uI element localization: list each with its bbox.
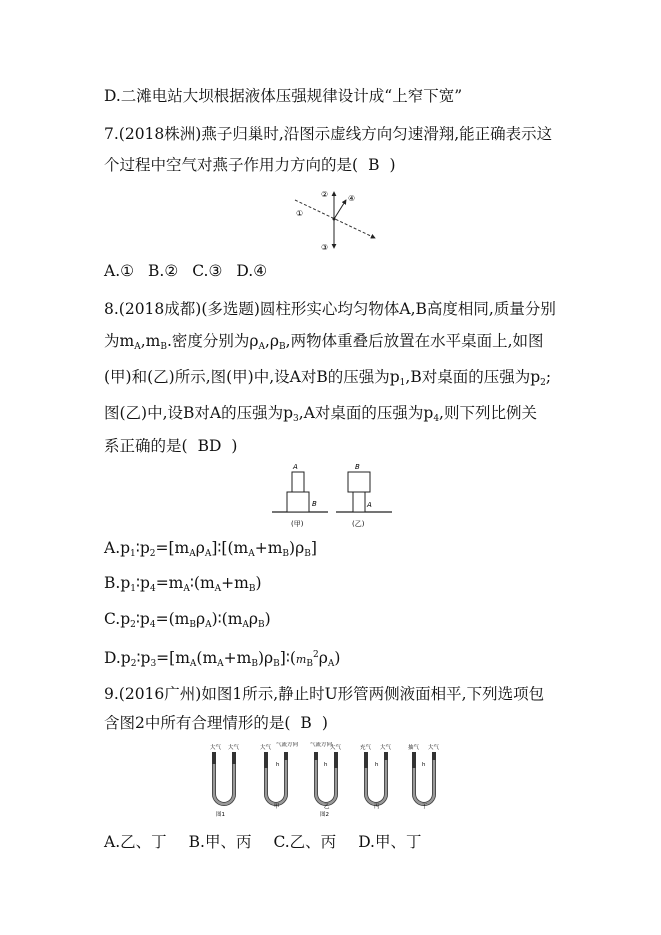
q9-ding-evacuate: 抽气 bbox=[408, 745, 420, 751]
q9-line2-prefix: 含图2中所有合理情形的是( bbox=[104, 714, 291, 732]
q9-u-tube-ding bbox=[408, 743, 440, 810]
q8-line2-pre: 为m bbox=[104, 332, 135, 350]
q9-option-b: B.甲、丙 bbox=[188, 833, 252, 851]
q8-line4 bbox=[104, 403, 537, 429]
q8-right-block-a bbox=[353, 492, 365, 512]
q8-line4-pre: 图(乙)中,设B对A的压强为p bbox=[104, 404, 294, 422]
q8-line2-mid1: ,m bbox=[140, 332, 161, 350]
q8-line3-mid: ,B对桌面的压强为p bbox=[405, 368, 541, 386]
q8-option-b: $B.p_1∶p_4=m_A∶(m_A+m_B)$ bbox=[104, 574, 262, 594]
q8-left-label-b: B bbox=[312, 500, 317, 508]
q7-label-1: ① bbox=[296, 209, 304, 218]
q9-close-paren: ) bbox=[321, 714, 328, 732]
q8-line1: 8.(2018成都)(多选题)圆柱形实心均匀物体A,B高度相同,质量分别 bbox=[104, 300, 556, 318]
q9-yi-label: 乙 bbox=[324, 804, 330, 810]
q9-option-a: A.乙、丁 bbox=[104, 833, 167, 851]
q8-line2-sub4: B bbox=[279, 342, 286, 352]
q8-answer: BD bbox=[197, 437, 222, 455]
q8-stacked-cylinders-figure bbox=[268, 460, 398, 530]
q6-option-d: D.二滩电站大坝根据液体压强规律设计成“上窄下宽” bbox=[104, 87, 463, 105]
q9-options bbox=[104, 832, 436, 852]
q7-force-direction-figure bbox=[290, 186, 410, 254]
q8-line4-sub1: 3 bbox=[293, 414, 299, 424]
q9-answer: B bbox=[300, 714, 312, 732]
q8-line3-sub2: 2 bbox=[540, 378, 546, 388]
q8-option-d: $D.p_2∶p_3=[m_A(m_A+m_B)\rho_B]∶(m_B^2\rho_A)$ bbox=[104, 649, 341, 669]
q9-fig1-caption: 图1 bbox=[216, 812, 225, 818]
q9-line1: 9.(2016广州)如图1所示,静止时U形管两侧液面相平,下列选项包 bbox=[104, 685, 545, 703]
q9-u-tube-bing bbox=[360, 743, 392, 810]
q9-ding-air: 大气 bbox=[428, 745, 440, 751]
q8-option-a: $A.p_1∶p_2=[m_A\rho_A]∶[(m_A+m_B)\rho_B]$ bbox=[104, 539, 317, 559]
q8-left-block-a bbox=[292, 472, 304, 492]
q9-bing-h: h bbox=[375, 762, 379, 768]
q9-bing-label: 丙 bbox=[374, 804, 380, 810]
q7-close-paren: ) bbox=[389, 156, 396, 174]
q8-caption-yi: (乙) bbox=[352, 520, 365, 528]
q7-stem-prefix: 个过程中空气对燕子作用力方向的是( bbox=[104, 156, 359, 174]
q9-yi-air: 大气 bbox=[330, 745, 342, 751]
q9-fig1-air-left: 大气 bbox=[210, 745, 222, 751]
q8-right-label-a: A bbox=[367, 501, 372, 509]
q7-label-2: ② bbox=[321, 190, 329, 199]
q9-yi-h: h bbox=[324, 762, 328, 768]
q9-u-tube-yi bbox=[310, 742, 342, 818]
q8-left-label-a: A bbox=[293, 463, 298, 471]
q9-jia-airflow: 气流方向 bbox=[276, 742, 299, 748]
q8-caption-jia: (甲) bbox=[291, 520, 304, 528]
q8-line2-mid3: ,ρ bbox=[265, 332, 280, 350]
q8-line2-sub1: A bbox=[134, 342, 141, 352]
q9-option-c: C.乙、丙 bbox=[273, 833, 337, 851]
q7-option-b: B.② bbox=[148, 262, 179, 280]
q8-close-paren: ) bbox=[231, 437, 238, 455]
q9-fig1-air-right: 大气 bbox=[228, 745, 240, 751]
q9-fig2-caption: 图2 bbox=[320, 812, 329, 818]
q8-line3-pre: (甲)和(乙)所示,图(甲)中,设A对B的压强为p bbox=[104, 368, 400, 386]
q9-u-tube-jia bbox=[260, 742, 299, 810]
q7-option-c: C.③ bbox=[192, 262, 223, 280]
q9-bing-inflate: 充气 bbox=[360, 745, 372, 751]
q8-line2 bbox=[104, 331, 544, 357]
q8-line3-sub1: 1 bbox=[399, 378, 406, 388]
q7-answer: B bbox=[368, 156, 380, 174]
q8-left-block-b bbox=[287, 492, 309, 512]
q9-u-tube-fig1 bbox=[210, 743, 240, 818]
q7-swallow-point bbox=[333, 218, 336, 221]
q7-stem-line1: 7.(2018株洲)燕子归巢时,沿图示虚线方向匀速滑翔,能正确表示这 bbox=[104, 125, 553, 143]
q9-ding-label: 丁 bbox=[422, 804, 428, 810]
q7-options bbox=[104, 261, 281, 281]
q9-ding-h: h bbox=[422, 762, 426, 768]
q8-option-c: $C.p_2∶p_4=(m_B\rho_A)∶(m_A\rho_B)$ bbox=[104, 610, 271, 630]
q8-line3-post: ; bbox=[545, 368, 552, 386]
q9-option-d: D.甲、丁 bbox=[358, 833, 422, 851]
q8-line4-mid: ,A对桌面的压强为p bbox=[298, 404, 434, 422]
q9-line2 bbox=[104, 713, 328, 733]
q8-right-block-b bbox=[348, 472, 370, 492]
q9-jia-h: h bbox=[276, 762, 280, 768]
q8-line5-prefix: 系正确的是( bbox=[104, 437, 188, 455]
q9-bing-air: 大气 bbox=[380, 745, 392, 751]
q8-line4-sub2: 4 bbox=[433, 414, 440, 424]
q7-label-3: ③ bbox=[321, 243, 329, 252]
q7-arrow-4 bbox=[334, 200, 346, 219]
q8-line2-post: ,两物体重叠后放置在水平桌面上,如图 bbox=[285, 332, 544, 350]
q8-line5 bbox=[104, 436, 237, 456]
q8-right-label-b: B bbox=[355, 463, 360, 471]
q7-option-d: D.④ bbox=[236, 262, 268, 280]
q8-line4-post: ,则下列比例关 bbox=[439, 404, 537, 422]
q9-yi-airflow: 气流方向 bbox=[310, 742, 333, 748]
q7-option-a: A.① bbox=[104, 262, 135, 280]
q8-line2-sub3: A bbox=[258, 342, 265, 352]
q7-label-4: ④ bbox=[348, 194, 356, 203]
q8-line2-sub2: B bbox=[160, 342, 167, 352]
q8-line3 bbox=[104, 367, 551, 393]
q9-u-tube-figure bbox=[200, 742, 460, 820]
q8-line2-mid2: .密度分别为ρ bbox=[166, 332, 259, 350]
q9-jia-air: 大气 bbox=[260, 745, 272, 751]
q7-stem-line2 bbox=[104, 155, 396, 175]
q9-jia-label: 甲 bbox=[274, 804, 280, 810]
